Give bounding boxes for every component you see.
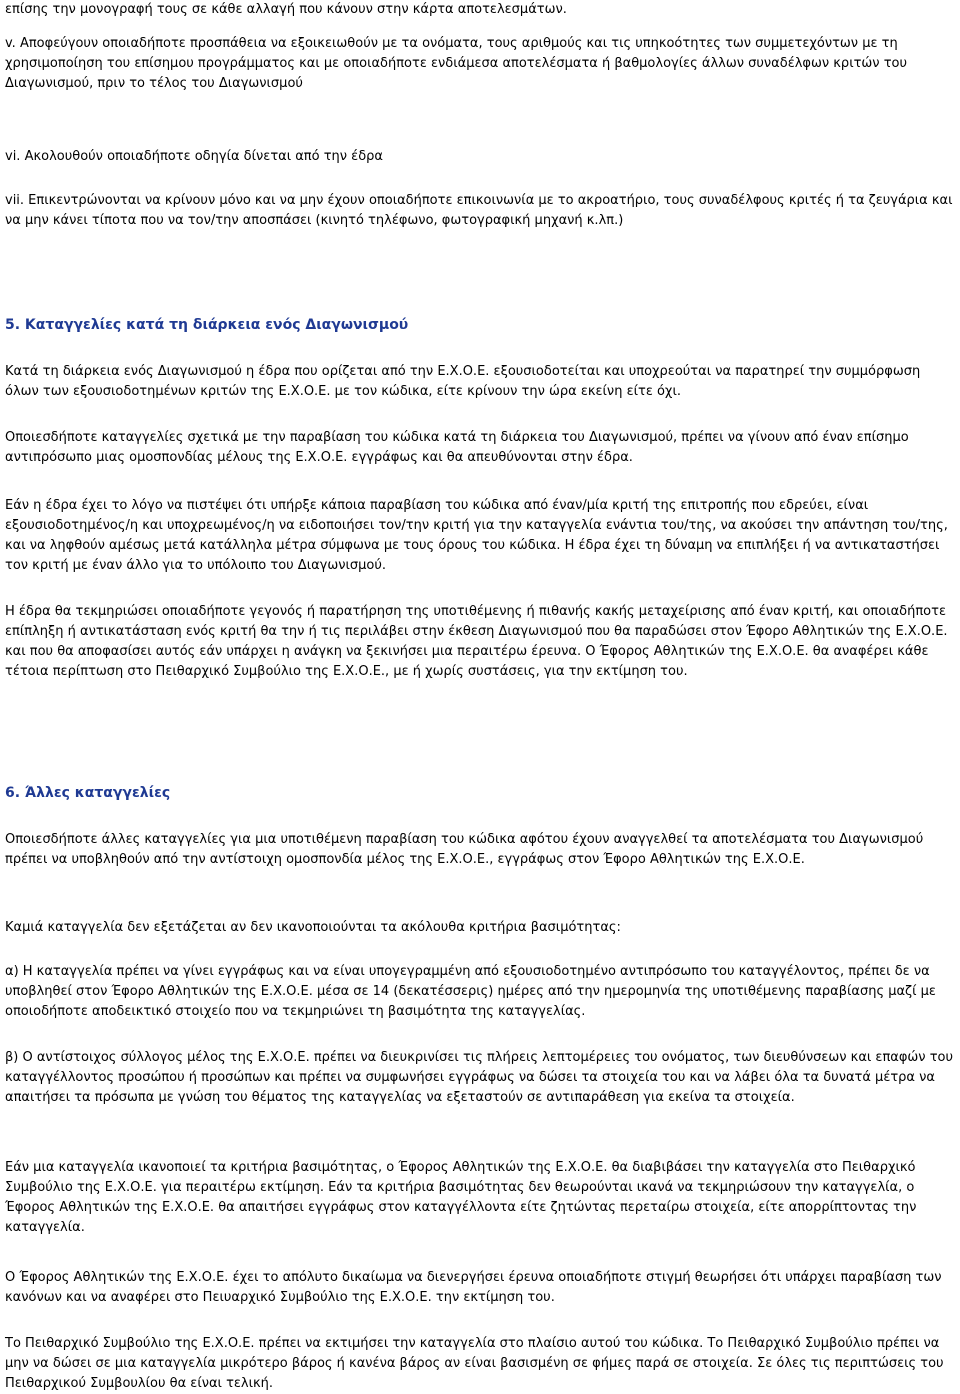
section-6-paragraph-5: Εάν μια καταγγελία ικανοποιεί τα κριτήρια βασιμότητας, ο Έφορος Αθλητικών της Ε.Χ.Ο.Ε. θα διαβιβάσει την καταγγελία στο Πειθαρχικό Συμβούλιο της Ε.Χ.Ο.Ε. για περαιτέρω εκτίμηση. Εάν τα κριτήρια βασιμότητας δεν θεωρούνται ικανά να τεκμηριώσουν την καταγγελία, ο Έφορος Αθλητικών της Ε.Χ.Ο.Ε. θα απαιτήσει εγγράφως στον καταγγέλλοντα είτε ζητώντας περεταίρω στοιχεία, είτε απορρίπτοντας την καταγγελία. — [5, 1160, 917, 1235]
section-6-paragraph-2: Καμιά καταγγελία δεν εξετάζεται αν δεν ικανοποιούνται τα ακόλουθα κριτήρια βασιμότητας: — [5, 920, 621, 935]
section-6-paragraph-4: β) Ο αντίστοιχος σύλλογος μέλος της Ε.Χ.Ο.Ε. πρέπει να διευκρινίσει τις πλήρεις λεπτομέρειες του ονόματος, των διευθύνσεων και επαφών του καταγγέλλοντος προσώπου ή προσώπων και πρέπει να συμφωνήσει εγγράφως να δώσει τα στοιχεία του και να λάβει όλα τα δυνατά μέτρα να απαιτήσει τα πρόσωπα με γνώση του θέματος της καταγγελίας να εξεταστούν σε αντιπαράθεση για εκείνα τα στοιχεία. — [5, 1050, 953, 1105]
section-5-paragraph-3: Εάν η έδρα έχει το λόγο να πιστέψει ότι υπήρξε κάποια παραβίαση του κώδικα από έναν/μία κριτή της επιτροπής που εδρεύει, είναι εξουσιοδοτημένος/η και υποχρεωμένος/η να ειδοποιήσει τον/την κριτή για την καταγγελία ενάντια του/της, να ακούσει την απάντηση του/της, και να ληφθούν αμέσως μετά κατάλληλα μέτρα σύμφωνα με τους όρους του κώδικα. Η έδρα έχει τη δύναμη να επιπλήξει ή να αντικαταστήσει τον κριτή με έναν άλλο για το υπόλοιπο του Διαγωνισμού. — [5, 498, 948, 573]
section-5-paragraph-1: Κατά τη διάρκεια ενός Διαγωνισμού η έδρα που ορίζεται από την Ε.Χ.Ο.Ε. εξουσιοδοτείται και υποχρεούται να παρατηρεί την συμμόρφωση όλων των εξουσιοδοτημένων κριτών της Ε.Χ.Ο.Ε. με τον κώδικα, είτε κρίνουν την ώρα εκείνη είτε όχι. — [5, 364, 921, 399]
list-item-vii: vii. Επικεντρώνονται να κρίνουν μόνο και να μην έχουν οποιαδήποτε επικοινωνία με το ακροατήριο, τους συναδέλφους κριτές ή τα ζευγάρια και να μην κάνει τίποτα που να τον/την αποσπάσει (κινητό τηλέφωνο, φωτογραφική μηχανή κ.λπ.) — [5, 193, 953, 228]
paragraph-top-line: επίσης την μονογραφή τους σε κάθε αλλαγή που κάνουν στην κάρτα αποτελεσμάτων. — [5, 2, 567, 17]
section-6-paragraph-7: Το Πειθαρχικό Συμβούλιο της Ε.Χ.Ο.Ε. πρέπει να εκτιμήσει την καταγγελία στο πλαίσιο αυτού του κώδικα. Το Πειθαρχικό Συμβούλιο πρέπει να μην να δώσει σε μια καταγγελία μικρότερο βάρος ή κανένα βάρος αν είναι βασισμένη σε φήμες παρά σε στοιχεία. Σε όλες τις περιπτώσεις του Πειθαρχικού Συμβουλίου θα είναι τελική. — [5, 1336, 944, 1391]
section-5-paragraph-4: Η έδρα θα τεκμηριώσει οποιαδήποτε γεγονός ή παρατήρηση της υποτιθέμενης ή πιθανής κακής μεταχείρισης από έναν κριτή, και οποιαδήποτε επίπληξη ή αντικατάσταση ενός κριτή θα την ή τις περιλάβει στην έκθεση Διαγωνισμού που θα παραδώσει στον Έφορο Αθλητικών της Ε.Χ.Ο.Ε. και που θα αποφασίσει αυτός εάν υπάρχει η ανάγκη να ξεκινήσει μια περαιτέρω έρευνα. Ο Έφορος Αθλητικών της Ε.Χ.Ο.Ε. θα αναφέρει κάθε τέτοια περίπτωση στο Πειθαρχικό Συμβούλιο της Ε.Χ.Ο.Ε., με ή χωρίς συστάσεις, για την εκτίμηση του. — [5, 604, 948, 679]
list-item-vi: vi. Ακολουθούν οποιαδήποτε οδηγία δίνεται από την έδρα — [5, 149, 383, 164]
section-5-paragraph-2: Οποιεσδήποτε καταγγελίες σχετικά με την παραβίαση του κώδικα κατά τη διάρκεια του Διαγωνισμού, πρέπει να γίνουν από έναν επίσημο αντιπρόσωπο μιας ομοσπονδίας μέλους της Ε.Χ.Ο.Ε. εγγράφως και θα απευθύνονται στην έδρα. — [5, 430, 909, 465]
section-6-paragraph-3: α) Η καταγγελία πρέπει να γίνει εγγράφως και να είναι υπογεγραμμένη από εξουσιοδοτημένο αντιπρόσωπο του καταγγέλοντος, πρέπει δε να υποβληθεί στον Έφορο Αθλητικών της Ε.Χ.Ο.Ε. μέσα σε 14 (δεκατέσσερις) ημέρες από την ημερομηνία της υποτιθέμενης παραβίασης μαζί με οποιοδήποτε αποδεικτικό στοιχείο που να τεκμηριώνει τη βασιμότητα της καταγγελίας. — [5, 964, 936, 1019]
section-6-heading: 6. Άλλες καταγγελίες — [5, 785, 171, 801]
list-item-v: v. Αποφεύγουν οποιαδήποτε προσπάθεια να εξοικειωθούν με τα ονόματα, τους αριθμούς και τις υπηκοότητες των συμμετεχόντων με τη χρησιμοποίηση του επίσημου προγράμματος και με οποιαδήποτε ενδιάμεσα αποτελέσματα ή βαθμολογίες άλλων συναδέλφων κριτών του Διαγωνισμού, πριν το τέλος του Διαγωνισμού — [5, 36, 907, 91]
section-6-paragraph-6: Ο Έφορος Αθλητικών της Ε.Χ.Ο.Ε. έχει το απόλυτο δικαίωμα να διενεργήσει έρευνα οποιαδήποτε στιγμή θεωρήσει ότι υπάρχει παραβίαση των κανόνων και να αναφέρει στο Πειυαρχικό Συμβούλιο της Ε.Χ.Ο.Ε. την εκτίμηση του. — [5, 1270, 942, 1305]
section-6-paragraph-1: Οποιεσδήποτε άλλες καταγγελίες για μια υποτιθέμενη παραβίαση του κώδικα αφότου έχουν αναγγελθεί τα αποτελέσματα του Διαγωνισμού πρέπει να υποβληθούν από την αντίστοιχη ομοσπονδία μέλος της Ε.Χ.Ο.Ε., εγγράφως στον Έφορο Αθλητικών της Ε.Χ.Ο.Ε. — [5, 832, 924, 867]
section-5-heading: 5. Καταγγελίες κατά τη διάρκεια ενός Διαγωνισμού — [5, 317, 409, 333]
